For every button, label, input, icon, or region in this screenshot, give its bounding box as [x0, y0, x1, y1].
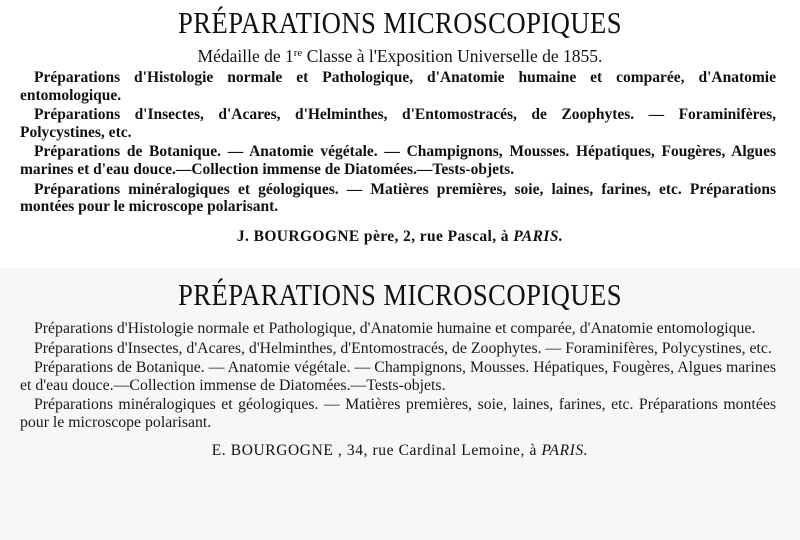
paragraph-botany: Préparations de Botanique. — Anatomie végétale. — Champignons, Mousses. Hépatiques, Fougères, Algues marines et d'eau douce.—Collection immense de Diatomées.—Tests-objets. [20, 359, 776, 394]
ad-title: PRÉPARATIONS MICROSCOPIQUES [178, 5, 622, 40]
ad-body [20, 69, 776, 216]
medal-prefix: Médaille de 1 [197, 46, 294, 66]
medal-suffix: Classe à l'Exposition Universelle de 1855. [302, 46, 603, 66]
medal-superscript: re [293, 47, 303, 59]
signature-name: E. BOURGOGNE , 34, rue Cardinal Lemoine, à [211, 441, 542, 459]
paragraph-histology: Préparations d'Histologie normale et Pathologique, d'Anatomie humaine et comparée, d'Anatomie entomologique. [34, 320, 756, 337]
paragraph-mineralogy: Préparations minéralogiques et géologiques. — Matières premières, soie, laines, farines, etc. Préparations montées pour le microscope polarisant. [20, 180, 776, 216]
medal-line [0, 42, 800, 67]
signature-name: J. BOURGOGNE père, 2, rue Pascal, à [236, 227, 514, 245]
signature-line [0, 442, 800, 460]
paragraph-insects: Préparations d'Insectes, d'Acares, d'Helminthes, d'Entomostracés, de Zoophytes. — Foraminifères, Polycystines, etc. [34, 339, 772, 357]
paragraph-mineralogy: Préparations minéralogiques et géologiques. — Matières premières, soie, laines, farines, etc. Préparations montées pour le microscope polarisant. [20, 396, 776, 431]
signature-line [0, 228, 800, 246]
advertisement-top [0, 0, 800, 268]
ad-title: PRÉPARATIONS MICROSCOPIQUES [178, 277, 622, 312]
paragraph-insects: Préparations d'Insectes, d'Acares, d'Helminthes, d'Entomostracés, de Zoophytes. — Foraminifères, Polycystines, etc. [20, 106, 776, 141]
signature-city: PARIS. [541, 441, 589, 459]
paragraph-histology: Préparations d'Histologie normale et Pathologique, d'Anatomie humaine et comparée, d'Anatomie entomologique. [20, 69, 776, 104]
ad-body [20, 320, 776, 432]
advertisement-bottom [0, 268, 800, 540]
paragraph-botany: Préparations de Botanique. — Anatomie végétale. — Champignons, Mousses. Hépatiques, Fougères, Algues marines et d'eau douce.—Collection immense de Diatomées.—Tests-objets. [20, 143, 776, 178]
signature-city: PARIS. [513, 227, 564, 245]
